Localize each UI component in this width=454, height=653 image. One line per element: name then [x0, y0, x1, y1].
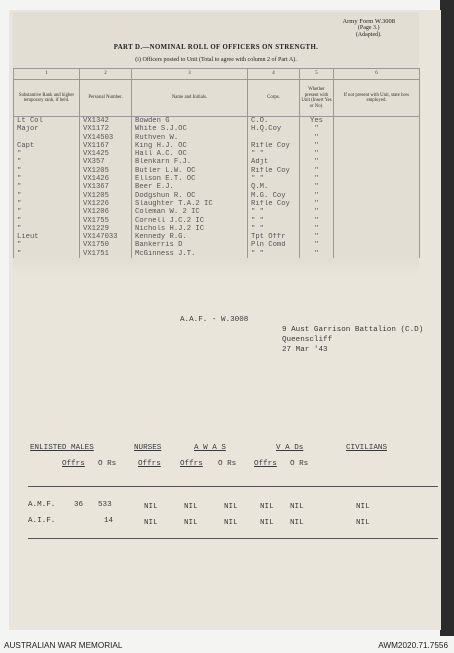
present-cell: " — [300, 225, 334, 233]
number-cell: VX1751 — [80, 250, 132, 258]
rank-cell: Lieut — [14, 233, 80, 241]
corps-cell: " " — [248, 175, 300, 183]
present-cell: " — [300, 233, 334, 241]
present-cell: " — [300, 167, 334, 175]
number-cell: VX1205 — [80, 167, 132, 175]
amf-value: NIL — [260, 503, 274, 511]
number-cell: VX1750 — [80, 241, 132, 249]
amf-ors: 533 — [98, 501, 112, 509]
subheader-offrs: Offrs — [254, 460, 277, 468]
name-cell: Butler L.W. OC — [132, 167, 248, 175]
number-cell: VX1172 — [80, 125, 132, 133]
name-cell: King H.J. OC — [132, 142, 248, 150]
category-enlisted-males: ENLISTED MALES — [30, 444, 94, 452]
present-cell: " — [300, 241, 334, 249]
name-cell: Kennedy R.G. — [132, 233, 248, 241]
subheader-offrs: Offrs — [138, 460, 161, 468]
carbon-unit: 9 Aust Garrison Battalion (C.D) — [282, 326, 424, 334]
column-number: 6 — [334, 69, 420, 80]
corps-cell: C.O. — [248, 117, 300, 126]
rank-cell: " — [14, 158, 80, 166]
rank-cell: " — [14, 192, 80, 200]
category-civilians: CIVILIANS — [346, 444, 388, 452]
present-cell: Yes — [300, 117, 334, 126]
column-header: Personal Number. — [80, 80, 132, 117]
row-label-aif: A.I.F. — [28, 517, 56, 525]
row-label-amf: A.M.F. — [28, 501, 56, 509]
rank-cell: " — [14, 217, 80, 225]
subheader-offrs: Offrs — [62, 460, 85, 468]
column-number: 5 — [300, 69, 334, 80]
aif-value: NIL — [224, 519, 238, 527]
rank-cell: Capt — [14, 142, 80, 150]
column-number: 2 — [80, 69, 132, 80]
present-cell: " — [300, 150, 334, 158]
form-title: PART D.—NOMINAL ROLL OF OFFICERS ON STRENGTH. — [113, 44, 319, 51]
corps-cell: Tpt Offr — [248, 233, 300, 241]
name-cell: Bowden G — [132, 117, 248, 126]
corps-cell: " " — [248, 250, 300, 258]
aif-ors: 14 — [104, 517, 114, 525]
amf-value: NIL — [144, 503, 158, 511]
present-cell: " — [300, 175, 334, 183]
name-cell: Ruthven W. — [132, 134, 248, 142]
number-cell: VX1205 — [80, 192, 132, 200]
name-cell: McGinness J.T. — [132, 250, 248, 258]
column-number: 1 — [14, 69, 80, 80]
divider-line — [28, 538, 438, 539]
present-cell: " — [300, 192, 334, 200]
corps-cell: Rifle Coy — [248, 142, 300, 150]
present-cell: " — [300, 200, 334, 208]
present-cell: " — [300, 208, 334, 216]
rank-cell: " — [14, 183, 80, 191]
aif-value: NIL — [184, 519, 198, 527]
name-cell: Ellson E.T. OC — [132, 175, 248, 183]
category-awas: A W A S — [194, 444, 226, 452]
rank-cell: Lt Col — [14, 117, 80, 126]
rank-cell: Major — [14, 125, 80, 133]
rank-cell: " — [14, 208, 80, 216]
number-cell: VX1755 — [80, 217, 132, 225]
number-cell: VX1206 — [80, 208, 132, 216]
divider-line — [28, 486, 438, 487]
present-cell: " — [300, 250, 334, 258]
rank-cell: " — [14, 150, 80, 158]
carbon-date: 27 Mar '43 — [282, 346, 328, 354]
name-cell: Hall A.C. OC — [132, 150, 248, 158]
aif-value: NIL — [290, 519, 304, 527]
corps-cell: Pln Comd — [248, 241, 300, 249]
category-nurses: NURSES — [134, 444, 162, 452]
aif-value: NIL — [260, 519, 274, 527]
number-cell: VX1167 — [80, 142, 132, 150]
name-cell: Slaughter T.A.2 IC — [132, 200, 248, 208]
number-cell: VX1229 — [80, 225, 132, 233]
column-header: Name and Initials. — [132, 80, 248, 117]
subheader-ors: O Rs — [290, 460, 309, 468]
number-cell: VX1425 — [80, 150, 132, 158]
name-cell: Beer E.J. — [132, 183, 248, 191]
number-cell: VX1226 — [80, 200, 132, 208]
present-cell: " — [300, 158, 334, 166]
subheader-ors: O Rs — [218, 460, 237, 468]
corps-cell: " " — [248, 225, 300, 233]
amf-value: NIL — [290, 503, 304, 511]
present-cell: " — [300, 134, 334, 142]
source-credit: AUSTRALIAN WAR MEMORIAL — [4, 641, 123, 650]
amf-offrs: 36 — [74, 501, 84, 509]
name-cell: Bankerris D — [132, 241, 248, 249]
present-cell: " — [300, 125, 334, 133]
corps-cell: H.Q.Coy — [248, 125, 300, 133]
corps-cell: Adjt — [248, 158, 300, 166]
corps-cell: Rifle Coy — [248, 167, 300, 175]
rank-cell: " — [14, 225, 80, 233]
number-cell: VX1426 — [80, 175, 132, 183]
corps-cell: " " — [248, 208, 300, 216]
form-number: Army Form W.3008 — [342, 18, 395, 25]
accession-number: AWM2020.71.7556 — [378, 641, 448, 650]
corps-cell: M.G. Coy — [248, 192, 300, 200]
rank-cell: " — [14, 175, 80, 183]
column-number: 3 — [132, 69, 248, 80]
name-cell: White S.J.OC — [132, 125, 248, 133]
carbon-reference: A.A.F. - W.3008 — [180, 316, 249, 324]
rank-cell: " — [14, 200, 80, 208]
column-header: Corps. — [248, 80, 300, 117]
name-cell: Dodgshun R. OC — [132, 192, 248, 200]
rank-cell: " — [14, 250, 80, 258]
number-cell: VX357 — [80, 158, 132, 166]
column-header: Whether present with Unit (Insert Yes or No). — [300, 80, 334, 117]
corps-cell: " " — [248, 217, 300, 225]
form-subtitle: (i) Officers posted to Unit (Total to agree with column 2 of Part A). — [135, 57, 297, 63]
subheader-offrs: Offrs — [180, 460, 203, 468]
name-cell: Nichols H.J.2 IC — [132, 225, 248, 233]
aif-value: NIL — [356, 519, 370, 527]
carbon-location: Queenscliff — [282, 336, 333, 344]
present-cell: " — [300, 142, 334, 150]
form-page: (Page 3.) — [357, 25, 380, 31]
column-header: If not present with Unit, state how employed. — [334, 80, 420, 117]
corps-cell: Q.M. — [248, 183, 300, 191]
number-cell: VX147033 — [80, 233, 132, 241]
rank-cell: " — [14, 241, 80, 249]
corps-cell: " " — [248, 150, 300, 158]
column-number: 4 — [248, 69, 300, 80]
amf-value: NIL — [184, 503, 198, 511]
category-vads: V A Ds — [276, 444, 304, 452]
corps-cell: Rifle Coy — [248, 200, 300, 208]
subheader-ors: O Rs — [98, 460, 117, 468]
column-header: Substantive Rank and higher temporary rank, if held. — [14, 80, 80, 117]
form-adapted: (Adapted). — [355, 32, 382, 38]
aif-value: NIL — [144, 519, 158, 527]
amf-value: NIL — [224, 503, 238, 511]
name-cell: Cornell J.C.2 IC — [132, 217, 248, 225]
present-cell: " — [300, 217, 334, 225]
number-cell: VX1367 — [80, 183, 132, 191]
number-cell: VX1342 — [80, 117, 132, 126]
number-cell: VX14503 — [80, 134, 132, 142]
name-cell: Coleman W. 2 IC — [132, 208, 248, 216]
amf-value: NIL — [356, 503, 370, 511]
present-cell: " — [300, 183, 334, 191]
name-cell: Blenkarn F.J. — [132, 158, 248, 166]
rank-cell: " — [14, 167, 80, 175]
